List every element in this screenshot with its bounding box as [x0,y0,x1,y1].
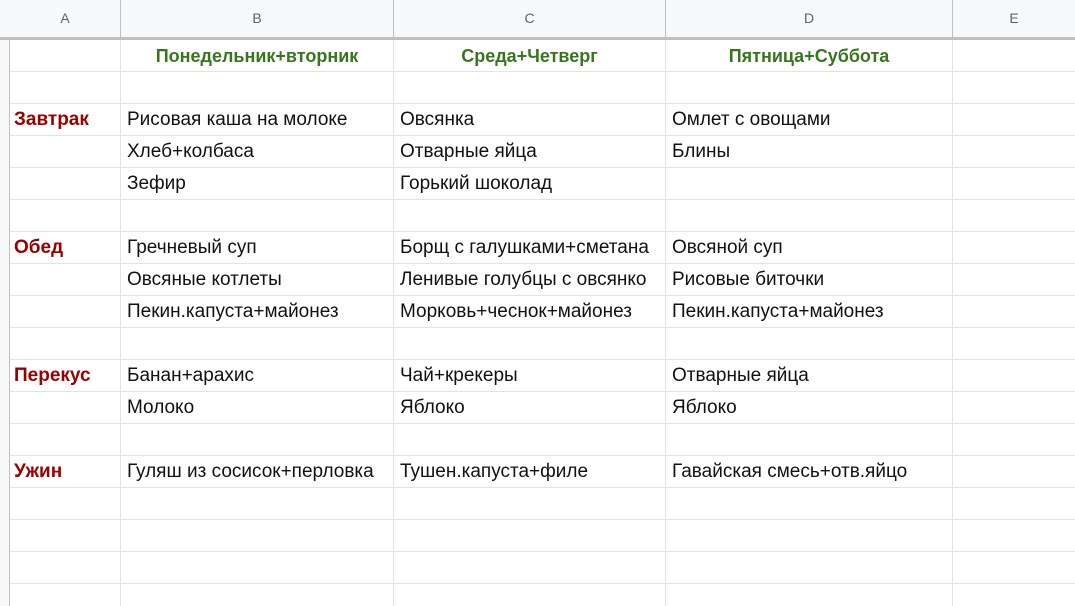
day-header-cell[interactable]: Среда+Четверг [394,40,666,71]
cell[interactable] [953,552,1075,583]
cell[interactable] [953,200,1075,231]
empty-row [10,584,1075,606]
table-row [10,264,1075,296]
dish-cell[interactable]: Рисовая каша на молоке [121,104,394,135]
dish-cell[interactable]: Тушен.капуста+филе [394,456,666,487]
cell[interactable] [953,424,1075,455]
day-header-row [10,40,1075,72]
table-row [10,232,1075,264]
empty-row [10,488,1075,520]
dish-cell[interactable]: Рисовые биточки [666,264,953,295]
cell[interactable] [121,552,394,583]
column-header-row [0,0,1075,40]
cell[interactable] [666,520,953,551]
cell[interactable] [953,104,1075,135]
column-header-a[interactable]: A [10,0,121,37]
dish-cell[interactable]: Ленивые голубцы с овсянко [394,264,666,295]
cell[interactable] [394,200,666,231]
cell[interactable] [953,296,1075,327]
cell[interactable] [10,488,121,519]
dish-cell[interactable]: Хлеб+колбаса [121,136,394,167]
cell[interactable] [666,200,953,231]
cell[interactable] [10,392,121,423]
meal-label[interactable]: Завтрак [10,104,121,135]
dish-cell[interactable] [666,168,953,199]
cell[interactable] [10,328,121,359]
empty-row [10,72,1075,104]
cell[interactable] [666,584,953,606]
cell[interactable] [666,488,953,519]
cell[interactable] [121,488,394,519]
empty-row [10,328,1075,360]
cell[interactable] [121,328,394,359]
table-row [10,456,1075,488]
cell[interactable] [953,232,1075,263]
dish-cell[interactable]: Яблоко [666,392,953,423]
cell[interactable] [394,520,666,551]
cell[interactable] [10,552,121,583]
table-row [10,296,1075,328]
table-row [10,360,1075,392]
empty-row [10,552,1075,584]
cell[interactable] [394,328,666,359]
table-row [10,392,1075,424]
cell[interactable] [10,200,121,231]
cell[interactable] [953,392,1075,423]
cell[interactable] [121,200,394,231]
dish-cell[interactable]: Гавайская смесь+отв.яйцо [666,456,953,487]
cell[interactable] [666,552,953,583]
row-header-gutter[interactable] [0,40,10,606]
cell[interactable] [953,584,1075,606]
cell[interactable] [953,72,1075,103]
table-row [10,168,1075,200]
dish-cell[interactable]: Гуляш из сосисок+перловка [121,456,394,487]
dish-cell[interactable]: Овсянка [394,104,666,135]
cell[interactable] [121,424,394,455]
cell[interactable] [953,136,1075,167]
table-row [10,104,1075,136]
cell[interactable] [121,584,394,606]
dish-cell[interactable]: Отварные яйца [394,136,666,167]
cell[interactable] [953,168,1075,199]
dish-cell[interactable]: Гречневый суп [121,232,394,263]
column-header-c[interactable]: C [394,0,666,37]
day-header-cell[interactable]: Пятница+Суббота [666,40,953,71]
dish-cell[interactable]: Блины [666,136,953,167]
cell[interactable] [666,72,953,103]
cell[interactable] [394,488,666,519]
column-header-b[interactable]: B [121,0,394,37]
cell[interactable] [666,424,953,455]
dish-cell[interactable]: Банан+арахис [121,360,394,391]
column-header-e[interactable]: E [1009,10,1019,26]
cell[interactable] [10,584,121,606]
cell[interactable] [10,424,121,455]
dish-cell[interactable]: Морковь+чеснок+майонез [394,296,666,327]
cell[interactable] [10,296,121,327]
cell[interactable] [953,264,1075,295]
cell[interactable] [10,264,121,295]
cell[interactable] [394,72,666,103]
day-header-cell[interactable]: Понедельник+вторник [121,40,394,71]
cell[interactable] [953,520,1075,551]
cell[interactable] [121,72,394,103]
meal-label[interactable]: Ужин [10,456,121,487]
dish-cell[interactable]: Борщ с галушками+сметана [394,232,666,263]
cell[interactable] [394,552,666,583]
dish-cell[interactable]: Пекин.капуста+майонез [666,296,953,327]
cell[interactable] [953,456,1075,487]
cell[interactable] [10,520,121,551]
cell[interactable] [953,40,1075,71]
dish-cell[interactable]: Зефир [121,168,394,199]
meal-label[interactable]: Перекус [10,360,121,391]
table-row [10,136,1075,168]
empty-row [10,424,1075,456]
cell[interactable] [394,584,666,606]
cell[interactable] [10,168,121,199]
cell[interactable] [394,424,666,455]
cell[interactable] [953,488,1075,519]
cell[interactable] [953,360,1075,391]
dish-cell[interactable]: Чай+крекеры [394,360,666,391]
dish-cell[interactable]: Яблоко [394,392,666,423]
cell[interactable] [10,72,121,103]
dish-cell[interactable]: Горький шоколад [394,168,666,199]
cell[interactable] [10,40,121,71]
cell[interactable] [10,136,121,167]
dish-cell[interactable]: Молоко [121,392,394,423]
dish-cell[interactable]: Отварные яйца [666,360,953,391]
cell[interactable] [121,520,394,551]
cell[interactable] [953,328,1075,359]
column-header-d[interactable]: D [666,0,953,37]
empty-row [10,520,1075,552]
dish-cell[interactable]: Овсяные котлеты [121,264,394,295]
dish-cell[interactable]: Овсяной суп [666,232,953,263]
meal-label[interactable]: Обед [10,232,121,263]
empty-row [10,200,1075,232]
dish-cell[interactable]: Омлет с овощами [666,104,953,135]
cell[interactable] [666,328,953,359]
dish-cell[interactable]: Пекин.капуста+майонез [121,296,394,327]
